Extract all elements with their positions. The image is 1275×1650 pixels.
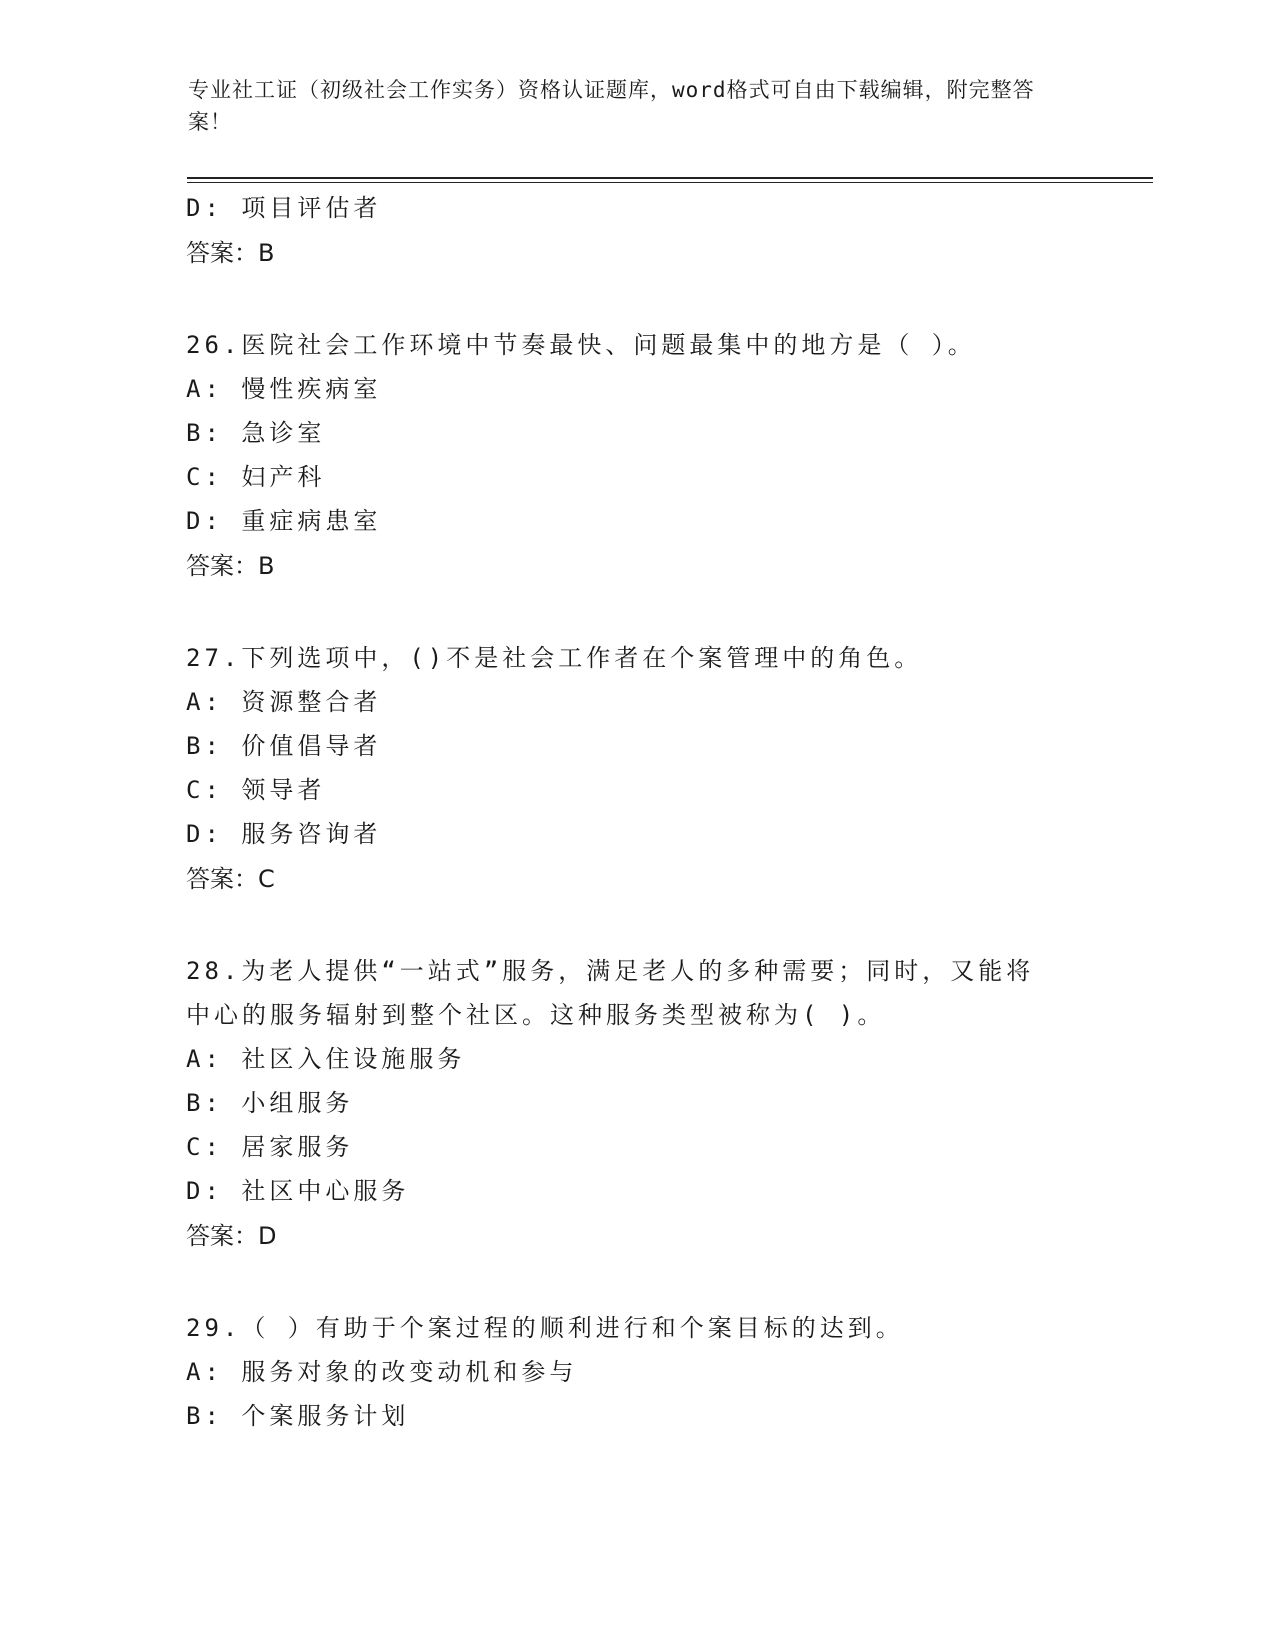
question-28-stem-line2: 中心的服务辐射到整个社区。这种服务类型被称为( )。 bbox=[186, 1001, 886, 1029]
question-27-option-a: A: 资源整合者 bbox=[186, 688, 382, 716]
question-26-option-d: D: 重症病患室 bbox=[186, 507, 382, 535]
question-28-option-d: D: 社区中心服务 bbox=[186, 1177, 410, 1205]
question-27-stem: 27.下列选项中，()不是社会工作者在个案管理中的角色。 bbox=[186, 644, 923, 672]
question-27-option-c: C: 领导者 bbox=[186, 776, 326, 804]
question-28-option-c: C: 居家服务 bbox=[186, 1133, 354, 1161]
question-29-option-a: A: 服务对象的改变动机和参与 bbox=[186, 1358, 578, 1386]
question-29-option-b: B: 个案服务计划 bbox=[186, 1402, 410, 1430]
question-27-option-b: B: 价值倡导者 bbox=[186, 732, 382, 760]
question-29-stem: 29.（ ）有助于个案过程的顺利进行和个案目标的达到。 bbox=[186, 1314, 904, 1342]
question-26-option-a: A: 慢性疾病室 bbox=[186, 375, 382, 403]
question-26-option-b: B: 急诊室 bbox=[186, 419, 326, 447]
question-28-option-b: B: 小组服务 bbox=[186, 1089, 354, 1117]
question-27-option-d: D: 服务咨询者 bbox=[186, 820, 382, 848]
question-27-answer: 答案：C bbox=[186, 865, 275, 893]
answer: 答案：B bbox=[186, 239, 275, 267]
document-header: 专业社工证（初级社会工作实务）资格认证题库，word格式可自由下载编辑，附完整答案！ bbox=[188, 78, 1035, 134]
question-28-answer: 答案：D bbox=[186, 1222, 277, 1250]
question-28-stem-line1: 28.为老人提供“一站式”服务，满足老人的多种需要；同时，又能将 bbox=[186, 957, 1035, 985]
header-divider-thick bbox=[187, 177, 1153, 179]
question-26-option-c: C: 妇产科 bbox=[186, 463, 326, 491]
option-d: D: 项目评估者 bbox=[186, 194, 382, 222]
question-26-answer: 答案：B bbox=[186, 552, 275, 580]
question-28-option-a: A: 社区入住设施服务 bbox=[186, 1045, 466, 1073]
header-divider-thin bbox=[187, 182, 1153, 183]
question-26-stem: 26.医院社会工作环境中节奏最快、问题最集中的地方是（ ）。 bbox=[186, 331, 976, 359]
